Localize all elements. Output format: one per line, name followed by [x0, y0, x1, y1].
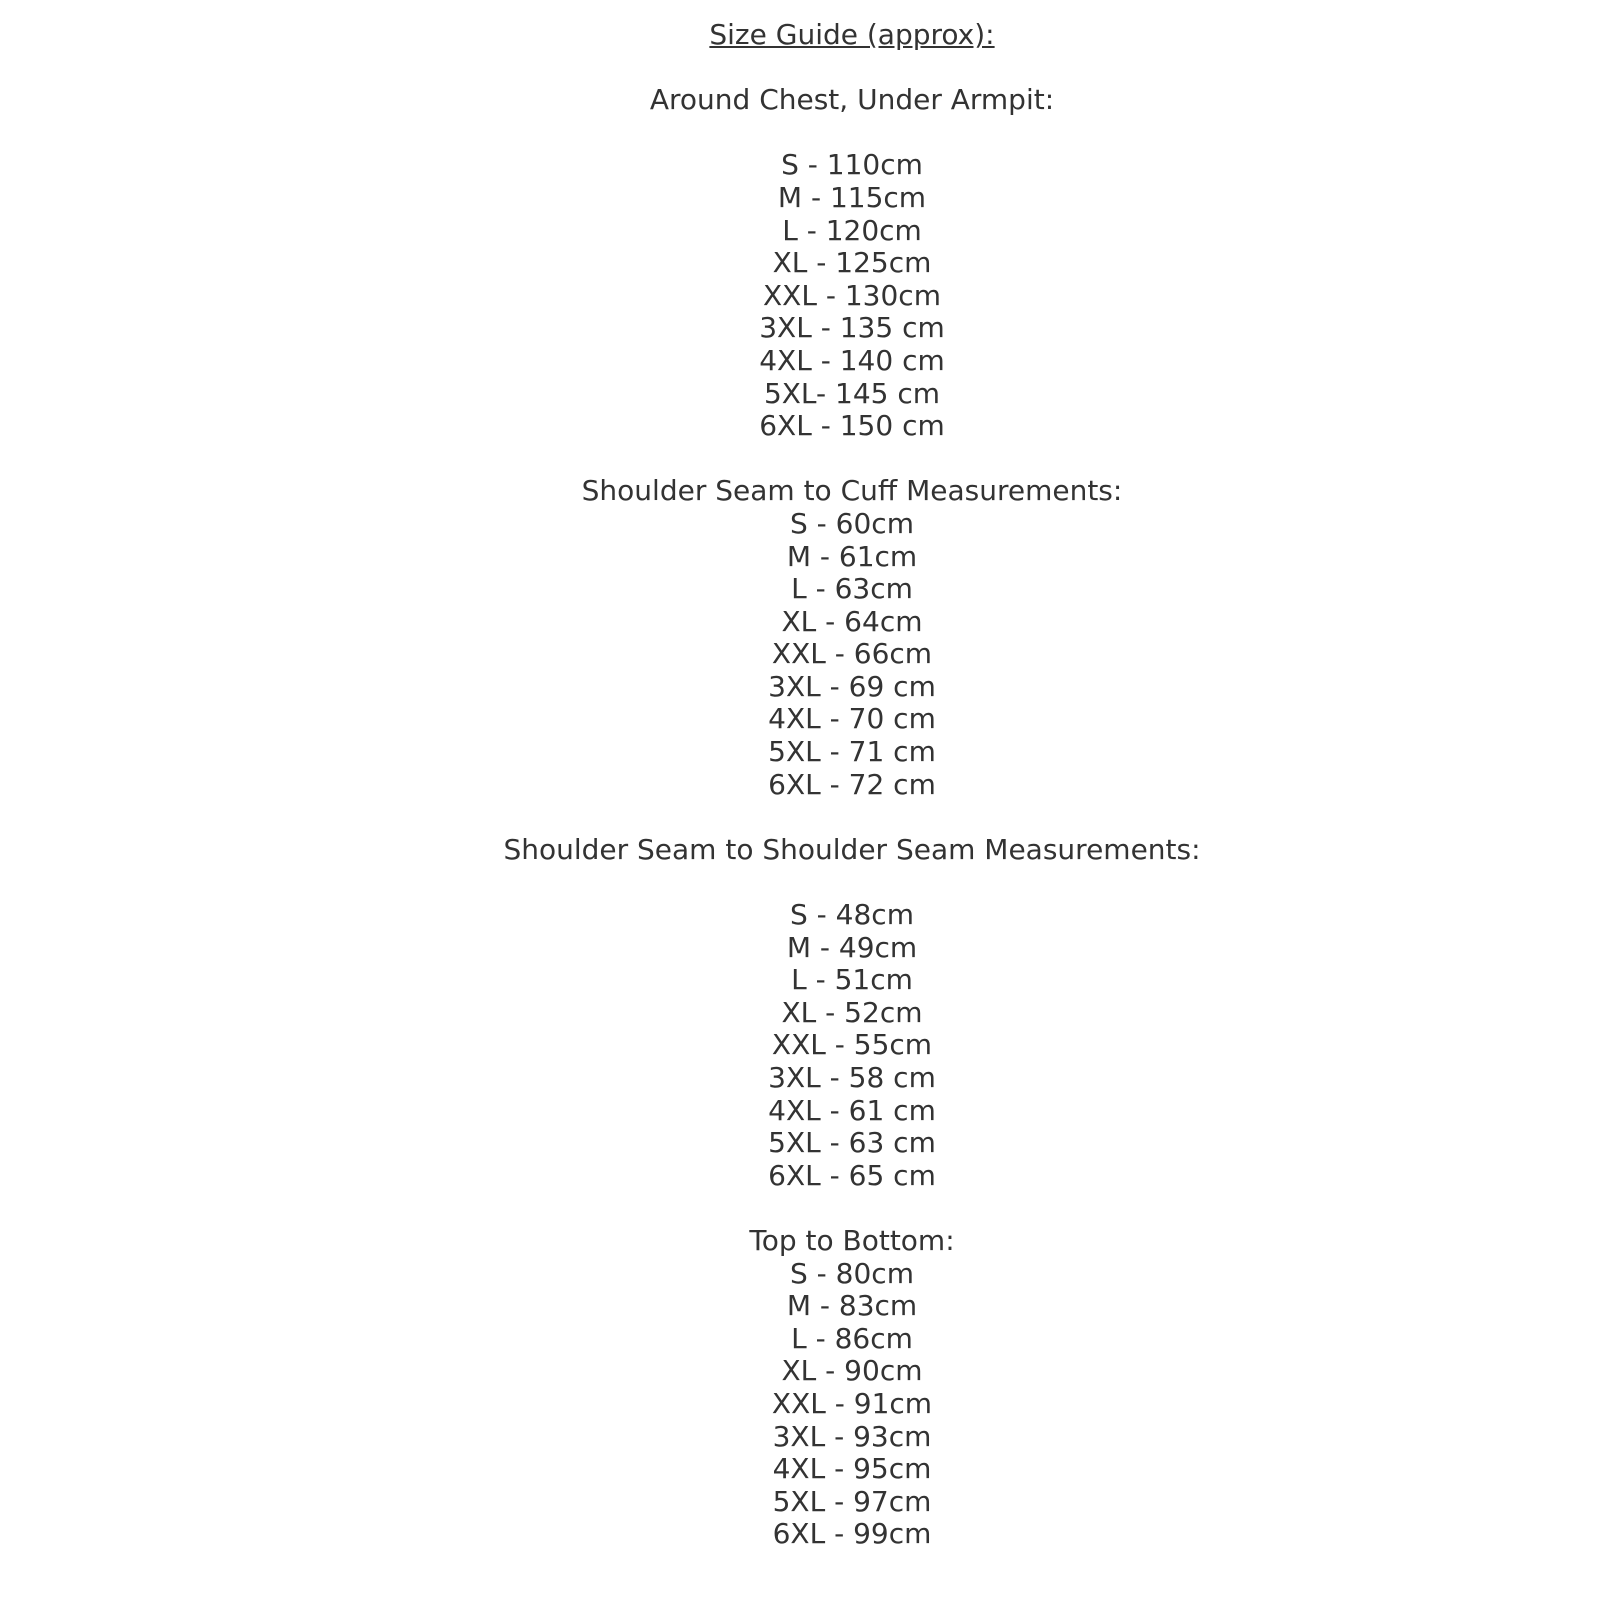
size-row: M - 115cm	[777, 180, 927, 214]
blank-line	[104, 52, 1600, 85]
size-row: 6XL - 99cm	[772, 1517, 932, 1551]
size-row: 4XL - 140 cm	[759, 343, 945, 377]
section-heading-shoulder: Shoulder Seam to Shoulder Seam Measurements:	[503, 832, 1201, 866]
size-row: XL - 90cm	[781, 1354, 923, 1388]
page-title: Size Guide (approx):	[709, 18, 995, 51]
blank-line	[104, 117, 1600, 150]
size-row: XL - 64cm	[781, 604, 923, 638]
blank-line	[104, 1192, 1600, 1225]
size-row: 3XL - 69 cm	[768, 669, 936, 703]
size-row: S - 110cm	[781, 148, 923, 182]
size-row: 4XL - 61 cm	[768, 1093, 936, 1127]
size-row: S - 60cm	[790, 506, 914, 540]
size-row: L - 120cm	[782, 213, 922, 247]
section-heading-chest: Around Chest, Under Armpit:	[649, 83, 1055, 117]
size-row: L - 86cm	[791, 1321, 913, 1355]
size-row: S - 80cm	[790, 1256, 914, 1290]
size-row: XXL - 130cm	[763, 278, 941, 312]
size-row: XXL - 91cm	[771, 1386, 933, 1420]
size-row: 3XL - 135 cm	[759, 311, 945, 345]
size-row: 5XL - 63 cm	[768, 1126, 936, 1160]
size-row: M - 83cm	[786, 1289, 918, 1323]
size-row: XL - 52cm	[781, 995, 923, 1029]
blank-line	[104, 801, 1600, 834]
size-row: XXL - 55cm	[771, 1028, 933, 1062]
size-row: 6XL - 150 cm	[759, 409, 945, 443]
size-row: 3XL - 58 cm	[768, 1061, 936, 1094]
size-row: XL - 125cm	[772, 246, 932, 280]
size-row: M - 61cm	[786, 539, 918, 573]
size-row: 6XL - 65 cm	[768, 1158, 936, 1192]
size-row: 3XL - 93cm	[772, 1419, 932, 1453]
size-row: 6XL - 72 cm	[768, 767, 936, 801]
size-row: L - 63cm	[791, 572, 913, 606]
size-row: 5XL - 97cm	[772, 1484, 932, 1518]
blank-line	[104, 866, 1600, 899]
size-row: L - 51cm	[791, 963, 913, 997]
section-heading-length: Top to Bottom:	[749, 1223, 955, 1257]
size-row: M - 49cm	[786, 930, 918, 964]
size-row: S - 48cm	[790, 898, 914, 932]
size-row: 4XL - 95cm	[772, 1452, 932, 1486]
size-row: 5XL - 71 cm	[768, 735, 936, 769]
size-row: 4XL - 70 cm	[768, 702, 936, 736]
blank-line	[104, 443, 1600, 476]
size-row: 5XL- 145 cm	[763, 376, 941, 410]
size-row: XXL - 66cm	[771, 637, 933, 671]
section-heading-cuff: Shoulder Seam to Cuff Measurements:	[581, 474, 1123, 508]
